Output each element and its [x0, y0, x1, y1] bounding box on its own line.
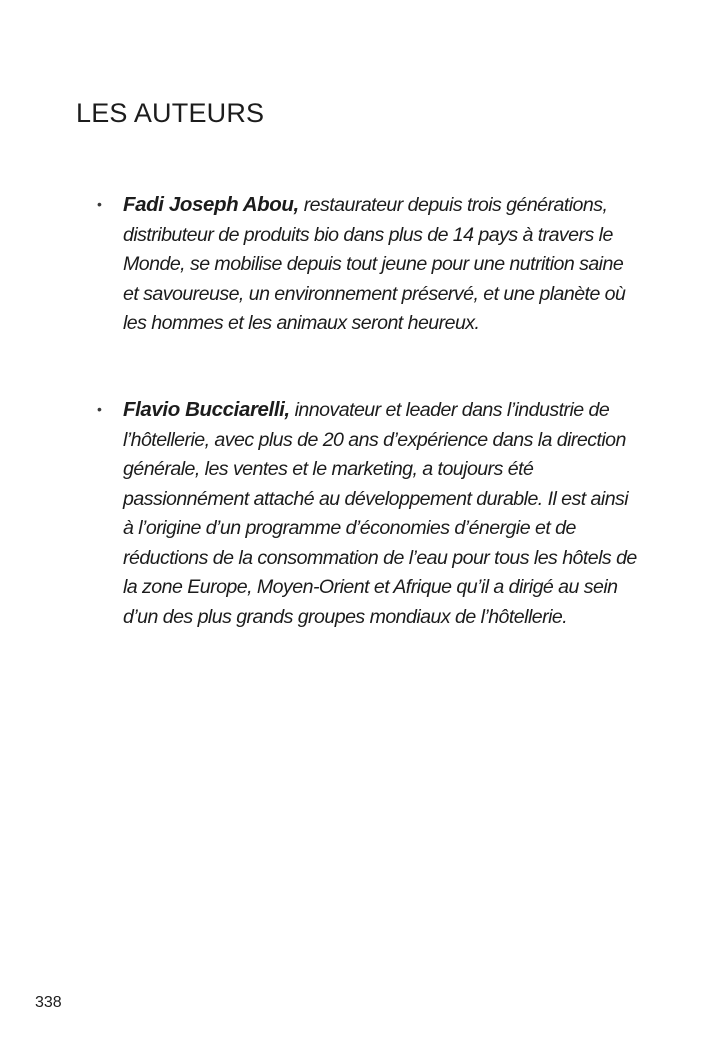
author-entry-fadi-joseph-abou [97, 190, 642, 339]
author-bio [123, 395, 642, 632]
page-title: LES AUTEURS [76, 98, 265, 128]
author-name: Fadi Joseph Abou, [123, 193, 299, 216]
page-number: 338 [35, 994, 62, 1011]
bullet-point: • [97, 196, 102, 212]
bullet-point: • [97, 401, 102, 417]
author-entry-flavio-bucciarelli [97, 395, 642, 632]
author-name: Flavio Bucciarelli, [123, 398, 290, 421]
author-bio [123, 190, 642, 339]
author-description: restaurateur depuis trois générations, distributeur de produits bio dans plus de 14 pays à travers le Monde, se mobilise depuis tout jeune pour une nutrition saine et savoureuse, un environnement préservé, et une planète où les hommes et les animaux seront heureux. [123, 194, 626, 334]
author-description: innovateur et leader dans l’industrie de l’hôtellerie, avec plus de 20 ans d’expérience dans la direction générale, les ventes et le marketing, a toujours été passionnément attaché au développement durable. Il est ainsi à l’origine d’un programme d’économies d’énergie et de réductions de la consommation de l’eau pour tous les hôtels de la zone Europe, Moyen-Orient et Afrique qu’il a dirigé au sein d’un des plus grands groupes mondiaux de l’hôtellerie. [123, 399, 637, 628]
